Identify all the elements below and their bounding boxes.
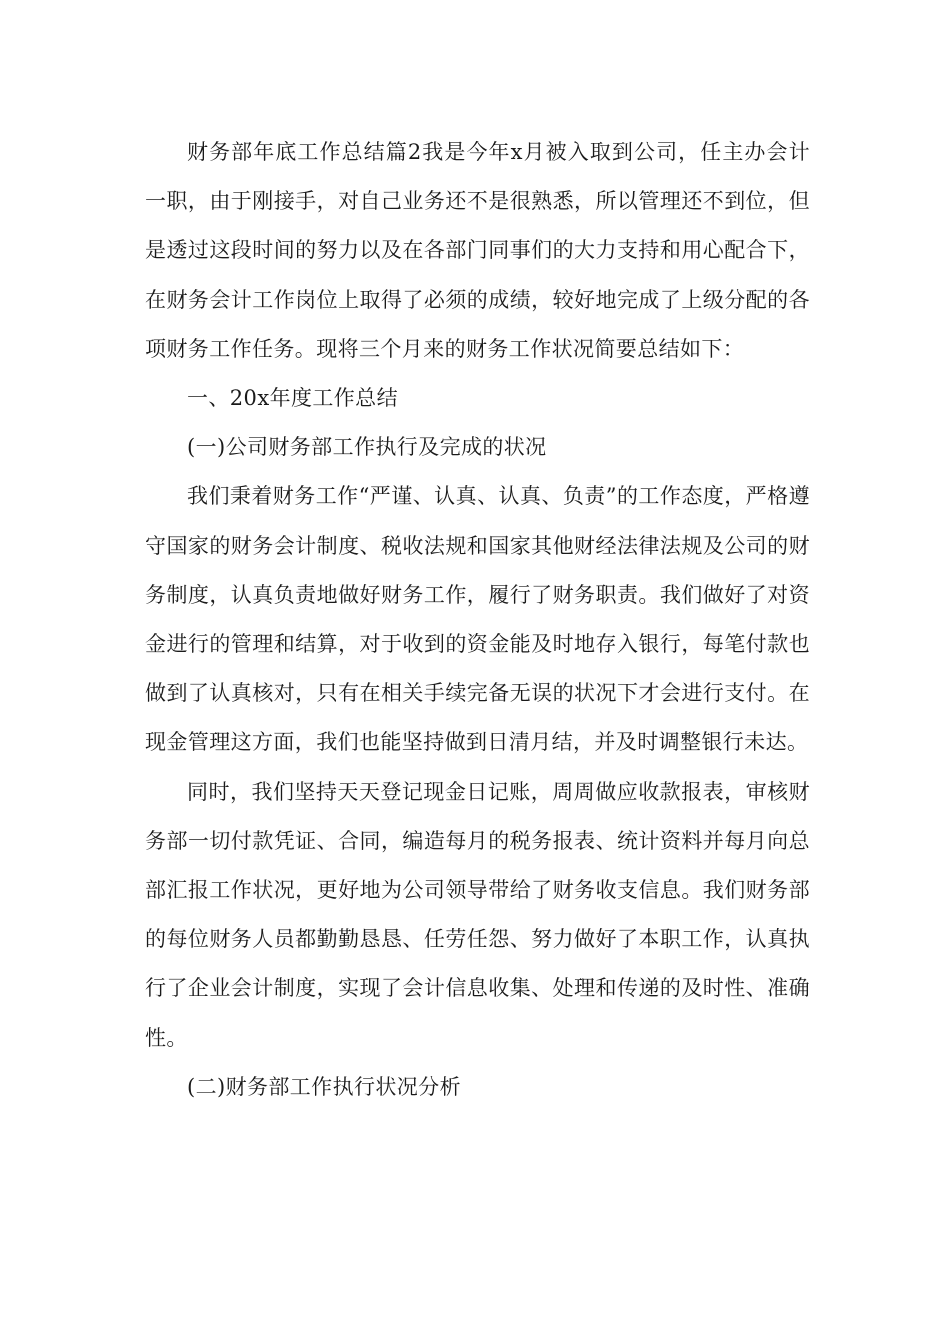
section-heading-annual-summary: 一、20x年度工作总结 [187,386,398,411]
subsection-heading-execution: (一)公司财务部工作执行及完成的状况 [187,435,547,460]
document-body [145,128,810,1112]
intro-paragraph: 财务部年底工作总结篇2我是今年x月被入取到公司，任主办会计一职，由于刚接手，对自己业务还不是很熟悉，所以管理还不到位，但是透过这段时间的努力以及在各部门同事们的大力支持和用心配合下，在财务会计工作岗位上取得了必须的成绩，较好地完成了上级分配的各项财务工作任务。现将三个月来的财务工作状况简要总结如下： [145,140,810,361]
body-paragraph-daily-work: 同时，我们坚持天天登记现金日记账，周周做应收款报表，审核财务部一切付款凭证、合同，编造每月的税务报表、统计资料并每月向总部汇报工作状况，更好地为公司领导带给了财务收支信息。我们财务部的每位财务人员都勤勤恳恳、任劳任怨、努力做好了本职工作，认真执行了企业会计制度，实现了会计信息收集、处理和传递的及时性、准确性。 [145,779,810,1050]
subsection-heading-analysis: (二)财务部工作执行状况分析 [187,1074,461,1099]
body-paragraph-attitude: 我们秉着财务工作“严谨、认真、认真、负责”的工作态度，严格遵守国家的财务会计制度、税收法规和国家其他财经法律法规及公司的财务制度，认真负责地做好财务工作，履行了财务职责。我们做好了对资金进行的管理和结算，对于收到的资金能及时地存入银行，每笔付款也做到了认真核对，只有在相关手续完备无误的状况下才会进行支付。在现金管理这方面，我们也能坚持做到日清月结，并及时调整银行未达。 [145,484,810,755]
